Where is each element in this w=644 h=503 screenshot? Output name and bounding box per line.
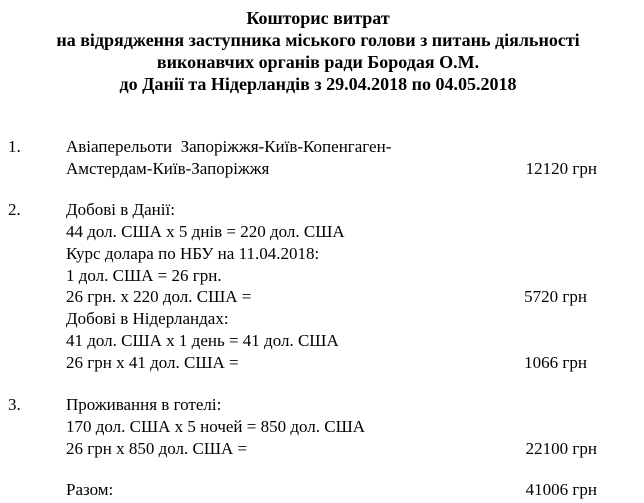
item-text: Авіаперельоти Запоріжжя-Київ-Копенгаген- [66,137,392,156]
item-text: 1 дол. США = 26 грн. [66,266,222,285]
item-text: Добові в Нідерландах: [66,309,229,328]
title-line: до Данії та Нідерландів з 29.04.2018 по 04.05.2018 [119,74,517,94]
item-text: Добові в Данії: [66,200,175,219]
item-text: Курс долара по НБУ на 11.04.2018: [66,244,320,263]
item-text: 26 грн. х 220 дол. США = [66,287,252,306]
item-amount: 1066 грн [524,353,587,372]
item-text: 170 дол. США х 5 ночей = 850 дол. США [66,417,366,436]
total-label: Разом: [66,480,114,499]
item-text: 44 дол. США х 5 днів = 220 дол. США [66,222,345,241]
title-line: на відрядження заступника міського голови з питань діяльності [56,30,580,50]
title-line: виконавчих органів ради Бородая О.М. [156,52,480,72]
item-text: 26 грн х 850 дол. США = [66,439,248,458]
item-text: Амстердам-Київ-Запоріжжя [66,159,270,178]
total-amount: 41006 грн [525,480,597,499]
title-line: Кошторис витрат [246,8,390,28]
item-number: 1. [8,137,21,156]
item-amount: 12120 грн [525,159,597,178]
item-text: 41 дол. США х 1 день = 41 дол. США [66,331,339,350]
item-amount: 5720 грн [524,287,587,306]
item-number: 3. [8,395,21,414]
item-text: 26 грн х 41 дол. США = [66,353,239,372]
item-text: Проживання в готелі: [66,395,222,414]
item-number: 2. [8,200,21,219]
item-amount: 22100 грн [525,439,597,458]
